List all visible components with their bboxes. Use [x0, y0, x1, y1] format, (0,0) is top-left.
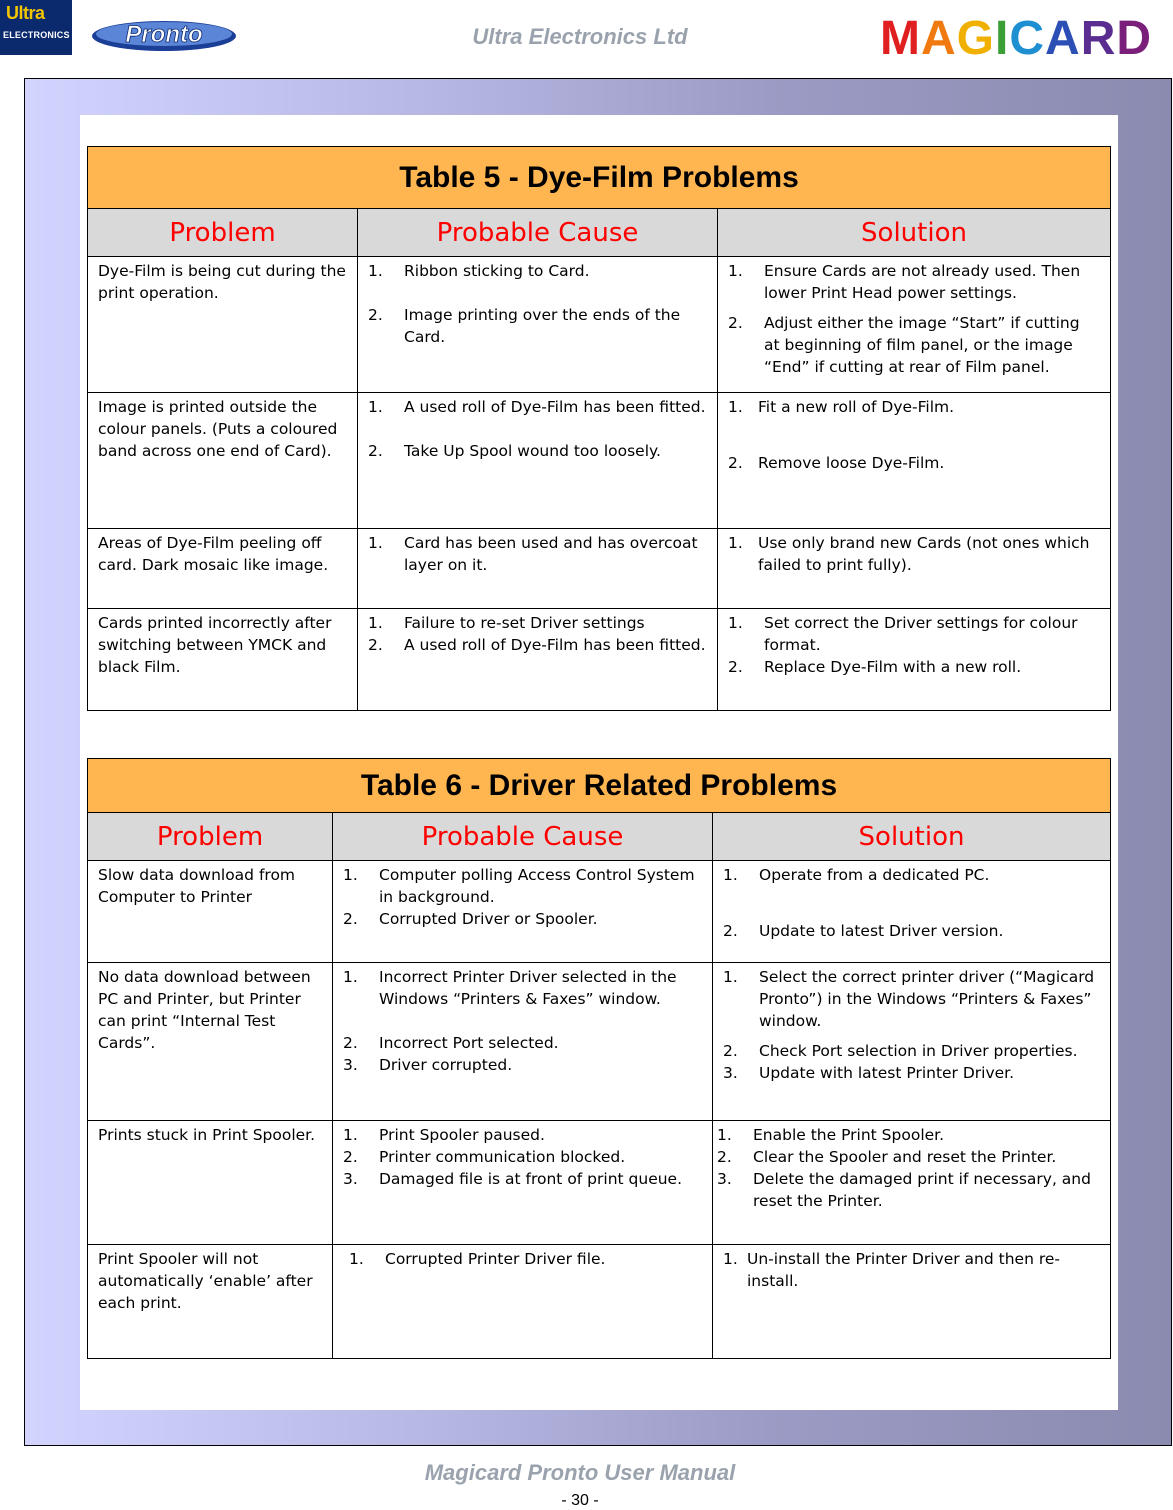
solution-cell: 1. Set correct the Driver settings for colour format. 2. Replace Dye-Film with a new roll.: [718, 609, 1111, 711]
cause-cell: 1. A used roll of Dye-Film has been fitted. 2. Take Up Spool wound too loosely.: [358, 393, 718, 529]
solution-cell: 1. Select the correct printer driver (“Magicard Pronto”) in the Windows “Printers & Faxes” window. 2. Check Port selection in Driver properties. 3. Update with latest Printer Driver.: [713, 963, 1111, 1121]
solution-cell: 1. Enable the Print Spooler. 2. Clear the Spooler and reset the Printer. 3. Delete the damaged print if necessary, and reset the Printer.: [713, 1121, 1111, 1245]
table-row: [88, 861, 1111, 963]
cause-cell: 1. Corrupted Printer Driver file.: [333, 1245, 713, 1359]
column-header-cause: Probable Cause: [358, 209, 718, 257]
column-header-solution: Solution: [718, 209, 1111, 257]
column-header-problem: Problem: [88, 813, 333, 861]
page-frame: [24, 78, 1172, 1446]
column-header-cause: Probable Cause: [333, 813, 713, 861]
problem-cell: Dye-Film is being cut during the print operation.: [88, 257, 358, 393]
solution-cell: 1. Operate from a dedicated PC. 2. Update to latest Driver version.: [713, 861, 1111, 963]
cause-cell: 1. Print Spooler paused. 2. Printer communication blocked. 3. Damaged file is at front of print queue.: [333, 1121, 713, 1245]
table-caption: Table 6 - Driver Related Problems: [88, 759, 1111, 813]
cause-cell: 1. Failure to re-set Driver settings 2. A used roll of Dye-Film has been fitted.: [358, 609, 718, 711]
problem-cell: Print Spooler will not automatically ‘enable’ after each print.: [88, 1245, 333, 1359]
column-header-problem: Problem: [88, 209, 358, 257]
ultra-logo-text: Ultra: [6, 3, 45, 23]
problem-cell: Prints stuck in Print Spooler.: [88, 1121, 333, 1245]
page-number: - 30 -: [561, 1492, 599, 1509]
table-row: [88, 1245, 1111, 1359]
column-header-solution: Solution: [713, 813, 1111, 861]
problem-cell: Slow data download from Computer to Printer: [88, 861, 333, 963]
table-dye-film-problems: [87, 146, 1111, 711]
problem-cell: Image is printed outside the colour panels. (Puts a coloured band across one end of Card).: [88, 393, 358, 529]
solution-cell: 1. Ensure Cards are not already used. Then lower Print Head power settings. 2. Adjust either the image “Start” if cutting at beginning of film panel, or the image “End” if cutting at rear of Film panel.: [718, 257, 1111, 393]
table-driver-related-problems: [87, 758, 1111, 1359]
cause-cell: 1. Ribbon sticking to Card. 2. Image printing over the ends of the Card.: [358, 257, 718, 393]
problem-cell: No data download between PC and Printer, but Printer can print “Internal Test Cards”.: [88, 963, 333, 1121]
solution-cell: 1. Use only brand new Cards (not ones which failed to print fully).: [718, 529, 1111, 609]
problem-cell: Cards printed incorrectly after switching between YMCK and black Film.: [88, 609, 358, 711]
cause-cell: 1. Incorrect Printer Driver selected in the Windows “Printers & Faxes” window. 2. Incorrect Port selected. 3. Driver corrupted.: [333, 963, 713, 1121]
cause-cell: 1. Computer polling Access Control System in background. 2. Corrupted Driver or Spooler.: [333, 861, 713, 963]
table-row: [88, 393, 1111, 529]
company-title: Ultra Electronics Ltd: [472, 24, 688, 49]
content-panel: [80, 115, 1118, 1410]
table-row: [88, 609, 1111, 711]
footer-title: Magicard Pronto User Manual: [424, 1460, 736, 1485]
problem-cell: Areas of Dye-Film peeling off card. Dark mosaic like image.: [88, 529, 358, 609]
page-header: [0, 0, 1173, 70]
cause-cell: 1. Card has been used and has overcoat layer on it.: [358, 529, 718, 609]
table-row: [88, 1121, 1111, 1245]
table-row: [88, 963, 1111, 1121]
ultra-logo-subtext: ELECTRONICS: [3, 30, 70, 40]
table-caption: Table 5 - Dye-Film Problems: [88, 147, 1111, 209]
solution-cell: 1. Un-install the Printer Driver and then re-install.: [713, 1245, 1111, 1359]
pronto-logo-text: Pronto: [125, 21, 203, 48]
table-row: [88, 257, 1111, 393]
solution-cell: 1. Fit a new roll of Dye-Film. 2. Remove loose Dye-Film.: [718, 393, 1111, 529]
magicard-logo: MAGICARD: [880, 12, 1153, 65]
table-row: [88, 529, 1111, 609]
